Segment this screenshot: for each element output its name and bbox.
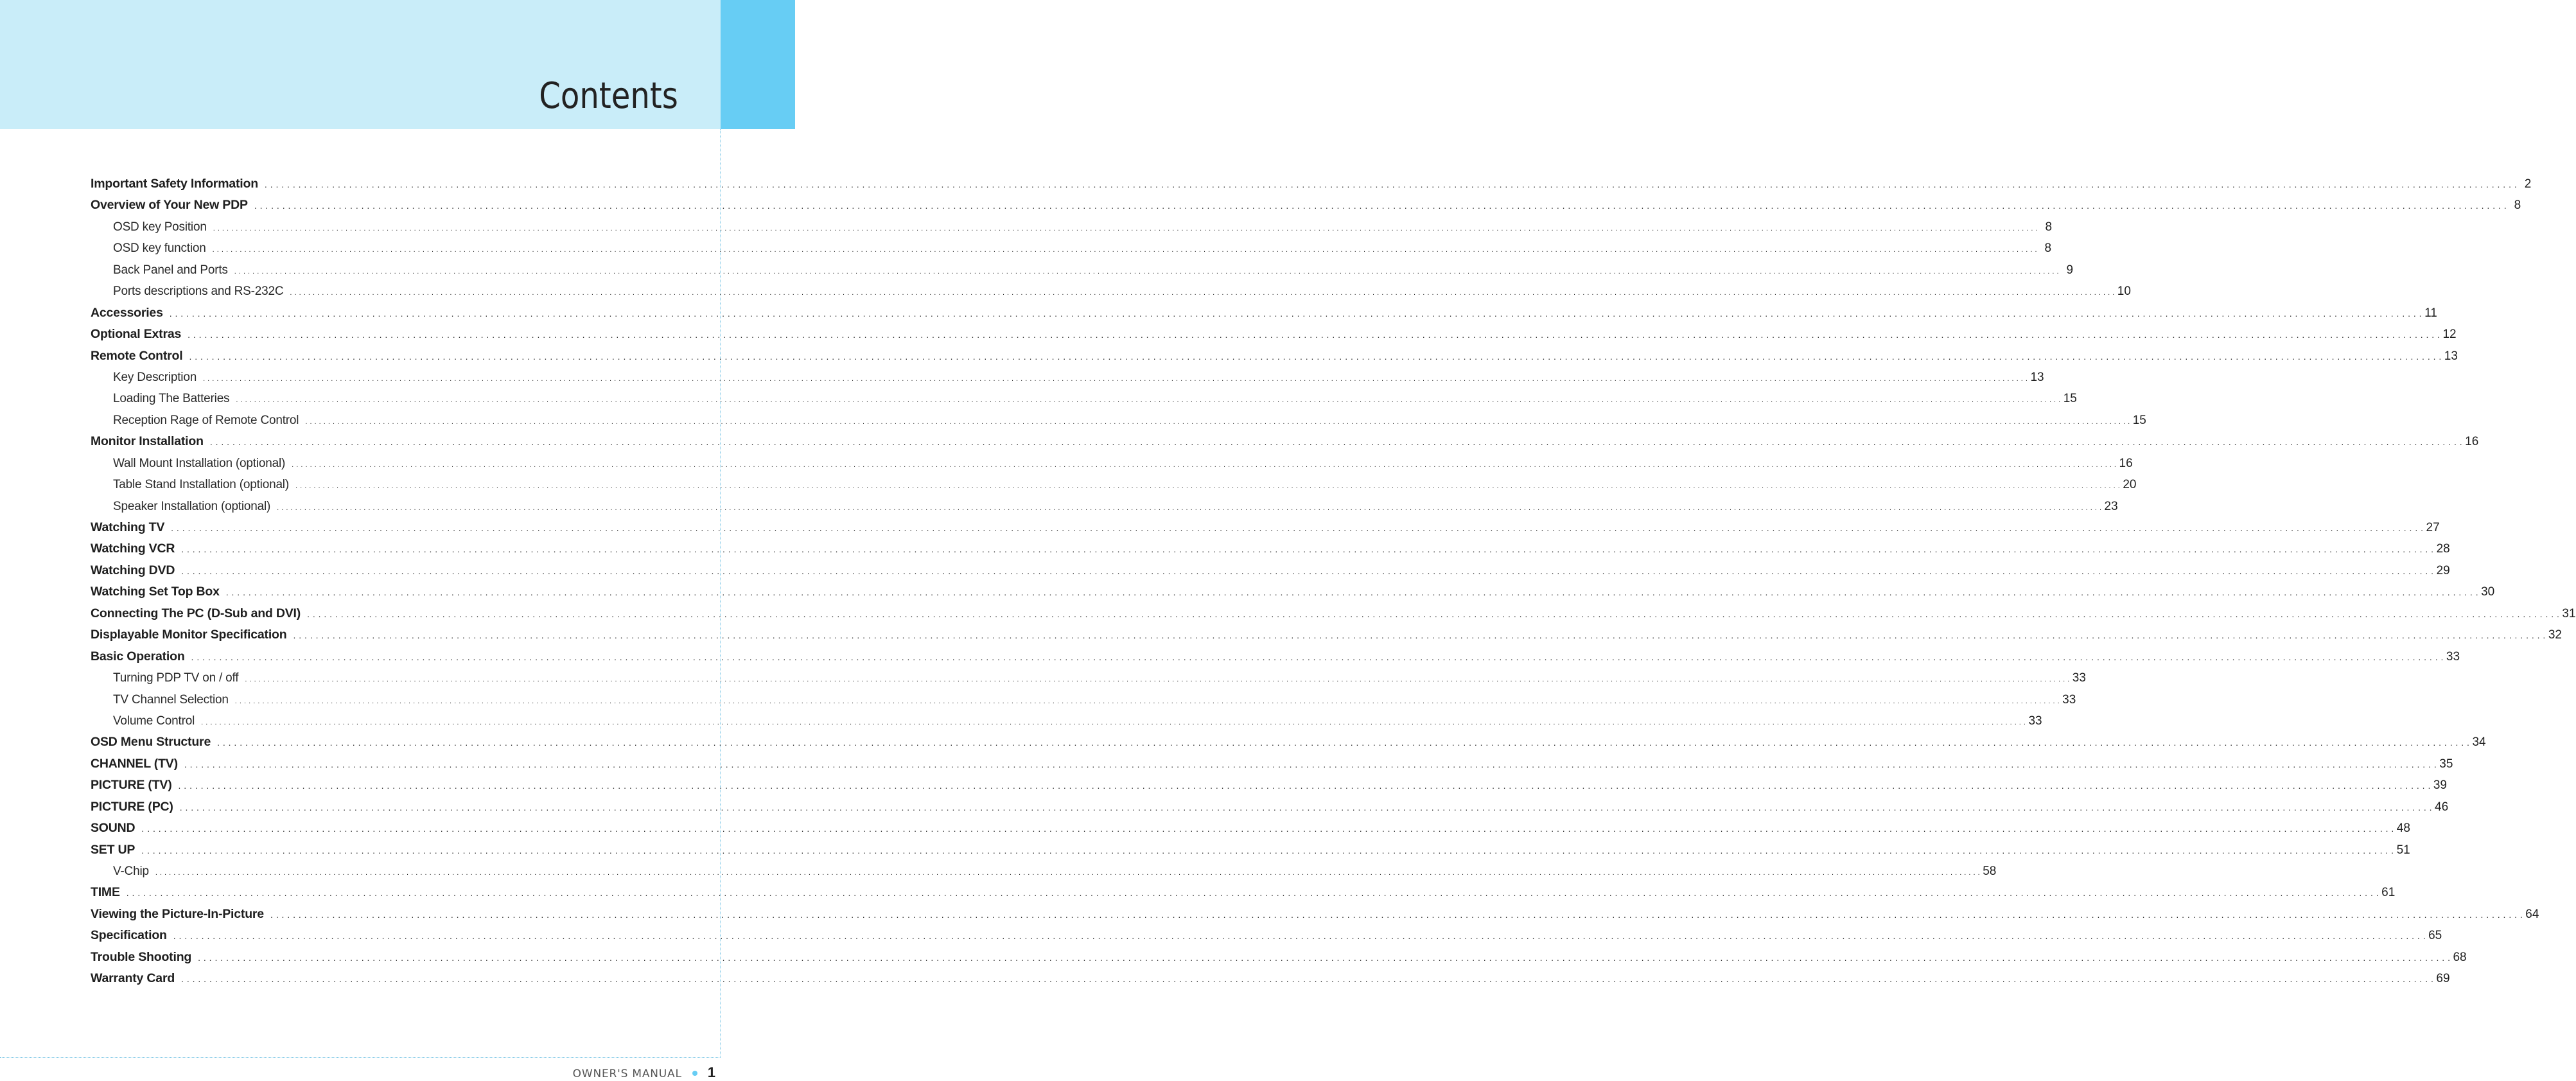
page-title: Contents	[539, 75, 678, 117]
toc-subentry[interactable]	[91, 710, 2042, 732]
toc-entry-label: OSD Menu Structure	[91, 735, 211, 750]
dot-leader: . . . . . . . . . . . . . . . . . . . . . . . . . . . . . . . . . . . . . . . . . . . . . . . . . . . . . . . . . . . . . . . . . . . . . . . . . . . . . . . . . . . . . . . . . . . . . . . . . . . . . . . . . . . . . . . . . . . . . . . . . . . . . . . . . . . . . . . . . . . . . . . . . . . . . . . . . . . . . . . . . . . . . . . . . . . . . . . . . . . . . . . . . . . . . . . . . . . . . . . . . . . . . . . . . . . . . . . . . . . . . . . . . . . . . . . . . . . . . . . . . . . . . . . . . . . . . . . . . . . . . . . . . . . . . . . . . . . . . . . . . . . . . . . . . . . . . . . . . . . . . . . . . . . . . . . . . . . . . . . . . . . . . . . . . . . . . . . . . . . . . . . . . . . . . . . . . . . . . . . . . . . . . . . . . . . . . . . . . . . . . . . . . . . . . . . . . . . . . . . .	[189, 351, 2442, 362]
toc-entry-label: TV Channel Selection	[113, 692, 229, 707]
toc-entry-label: CHANNEL (TV)	[91, 756, 178, 771]
toc-entry-label: Connecting The PC (D-Sub and DVI)	[91, 606, 301, 620]
toc-subentry[interactable]	[91, 453, 2133, 474]
dot-leader: . . . . . . . . . . . . . . . . . . . . . . . . . . . . . . . . . . . . . . . . . . . . . . . . . . . . . . . . . . . . . . . . . . . . . . . . . . . . . . . . . . . . . . . . . . . . . . . . . . . . . . . . . . . . . . . . . . . . . . . . . . . . . . . . . . . . . . . . . . . . . . . . . . . . . . . . . . . . . . . . . . . . . . . . . . . . . . . . . . . . . . . . . . . . . . . . . . . . . . . . . . . . . . . . . . . . . . . . . . . . . . . . . . . . . . . . . . . . . . . . . . . . . . . . . . . . . . . . . . . . . . . . . . . . . . . . . . . . . . . . . . . . . . . . . . . . . . . . . . . . . . . . . . . . . . . . . . . . . . . . . . . . . . . . . . . . . . . . . . . . . . . . . . . . . . . . . . . . . . . . . . . . . . . . . . . . . . . . . . . . . . . . . . . . . . . . . . . . . . . .	[213, 224, 2038, 233]
toc-entry-page: 51	[2396, 843, 2410, 857]
toc-entry[interactable]	[91, 839, 2410, 861]
toc-entry-page: 29	[2436, 563, 2450, 577]
dot-leader: . . . . . . . . . . . . . . . . . . . . . . . . . . . . . . . . . . . . . . . . . . . . . . . . . . . . . . . . . . . . . . . . . . . . . . . . . . . . . . . . . . . . . . . . . . . . . . . . . . . . . . . . . . . . . . . . . . . . . . . . . . . . . . . . . . . . . . . . . . . . . . . . . . . . . . . . . . . . . . . . . . . . . . . . . . . . . . . . . . . . . . . . . . . . . . . . . . . . . . . . . . . . . . . . . . . . . . . . . . . . . . . . . . . . . . . . . . . . . . . . . . . . . . . . . . . . . . . . . . . . . . . . . . . . . . . . . . . . . . . . . . . . . . . . . . . . . . . . . . . . . . . . . . . . . . . . . . . . . . . . . . . . . . . . . . . . . . . . . . . . . . . . . . . . . . . . . . . . . . . . . . . . . . . . . . . . . . . . . . . . . . . . . . . . . . . . . . . . . . . .	[181, 565, 2434, 576]
dot-leader: . . . . . . . . . . . . . . . . . . . . . . . . . . . . . . . . . . . . . . . . . . . . . . . . . . . . . . . . . . . . . . . . . . . . . . . . . . . . . . . . . . . . . . . . . . . . . . . . . . . . . . . . . . . . . . . . . . . . . . . . . . . . . . . . . . . . . . . . . . . . . . . . . . . . . . . . . . . . . . . . . . . . . . . . . . . . . . . . . . . . . . . . . . . . . . . . . . . . . . . . . . . . . . . . . . . . . . . . . . . . . . . . . . . . . . . . . . . . . . . . . . . . . . . . . . . . . . . . . . . . . . . . . . . . . . . . . . . . . . . . . . . . . . . . . . . . . . . . . . . . . . . . . . . . . . . . . . . . . . . . . . . . . . . . . . . . . . . . . . . . . . . . . . . . . . . . . . . . . . . . . . . . . . . . . . . . . . . . . . . . . . . . . . . . . . . . . . . . . . . .	[307, 608, 2560, 619]
toc-entry-page: 28	[2436, 542, 2450, 556]
toc-entry-page: 68	[2453, 950, 2467, 964]
toc-entry-label: SET UP	[91, 842, 136, 857]
toc-entry-page: 64	[2525, 907, 2539, 921]
dot-leader: . . . . . . . . . . . . . . . . . . . . . . . . . . . . . . . . . . . . . . . . . . . . . . . . . . . . . . . . . . . . . . . . . . . . . . . . . . . . . . . . . . . . . . . . . . . . . . . . . . . . . . . . . . . . . . . . . . . . . . . . . . . . . . . . . . . . . . . . . . . . . . . . . . . . . . . . . . . . . . . . . . . . . . . . . . . . . . . . . . . . . . . . . . . . . . . . . . . . . . . . . . . . . . . . . . . . . . . . . . . . . . . . . . . . . . . . . . . . . . . . . . . . . . . . . . . . . . . . . . . . . . . . . . . . . . . . . . . . . . . . . . . . . . . . . . . . . . . . . . . . . . . . . . . . . . . . . . . . . . . . . . . . . . . . . . . . . . . . . . . . . . . . . . . . . . . . . . . . . . . . . . . . . . . . . . . . . . . . . . . . . . . . . . . . . . . . . . . . . . . .	[155, 869, 1981, 877]
toc-entry-page: 69	[2436, 972, 2450, 986]
toc-entry[interactable]	[91, 925, 2442, 946]
dot-leader: . . . . . . . . . . . . . . . . . . . . . . . . . . . . . . . . . . . . . . . . . . . . . . . . . . . . . . . . . . . . . . . . . . . . . . . . . . . . . . . . . . . . . . . . . . . . . . . . . . . . . . . . . . . . . . . . . . . . . . . . . . . . . . . . . . . . . . . . . . . . . . . . . . . . . . . . . . . . . . . . . . . . . . . . . . . . . . . . . . . . . . . . . . . . . . . . . . . . . . . . . . . . . . . . . . . . . . . . . . . . . . . . . . . . . . . . . . . . . . . . . . . . . . . . . . . . . . . . . . . . . . . . . . . . . . . . . . . . . . . . . . . . . . . . . . . . . . . . . . . . . . . . . . . . . . . . . . . . . . . . . . . . . . . . . . . . . . . . . . . . . . . . . . . . . . . . . . . . . . . . . . . . . . . . . . . . . . . . . . . . . . . . . . . . . . . . . . . . . . . .	[188, 330, 2440, 340]
dot-leader: . . . . . . . . . . . . . . . . . . . . . . . . . . . . . . . . . . . . . . . . . . . . . . . . . . . . . . . . . . . . . . . . . . . . . . . . . . . . . . . . . . . . . . . . . . . . . . . . . . . . . . . . . . . . . . . . . . . . . . . . . . . . . . . . . . . . . . . . . . . . . . . . . . . . . . . . . . . . . . . . . . . . . . . . . . . . . . . . . . . . . . . . . . . . . . . . . . . . . . . . . . . . . . . . . . . . . . . . . . . . . . . . . . . . . . . . . . . . . . . . . . . . . . . . . . . . . . . . . . . . . . . . . . . . . . . . . . . . . . . . . . . . . . . . . . . . . . . . . . . . . . . . . . . . . . . . . . . . . . . . . . . . . . . . . . . . . . . . . . . . . . . . . . . . . . . . . . . . . . . . . . . . . . . . . . . . . . . . . . . . . . . . . . . . . . . . . . . . . . . .	[292, 461, 2117, 469]
toc-entry-page: 8	[2045, 220, 2053, 234]
toc-entry[interactable]	[91, 753, 2453, 775]
dot-leader: . . . . . . . . . . . . . . . . . . . . . . . . . . . . . . . . . . . . . . . . . . . . . . . . . . . . . . . . . . . . . . . . . . . . . . . . . . . . . . . . . . . . . . . . . . . . . . . . . . . . . . . . . . . . . . . . . . . . . . . . . . . . . . . . . . . . . . . . . . . . . . . . . . . . . . . . . . . . . . . . . . . . . . . . . . . . . . . . . . . . . . . . . . . . . . . . . . . . . . . . . . . . . . . . . . . . . . . . . . . . . . . . . . . . . . . . . . . . . . . . . . . . . . . . . . . . . . . . . . . . . . . . . . . . . . . . . . . . . . . . . . . . . . . . . . . . . . . . . . . . . . . . . . . . . . . . . . . . . . . . . . . . . . . . . . . . . . . . . . . . . . . . . . . . . . . . . . . . . . . . . . . . . . . . . . . . . . . . . . . . . . . . . . . . . . . . . . . . . . . .	[181, 544, 2434, 555]
footer-label: OWNER'S MANUAL	[572, 1068, 682, 1080]
dot-leader: . . . . . . . . . . . . . . . . . . . . . . . . . . . . . . . . . . . . . . . . . . . . . . . . . . . . . . . . . . . . . . . . . . . . . . . . . . . . . . . . . . . . . . . . . . . . . . . . . . . . . . . . . . . . . . . . . . . . . . . . . . . . . . . . . . . . . . . . . . . . . . . . . . . . . . . . . . . . . . . . . . . . . . . . . . . . . . . . . . . . . . . . . . . . . . . . . . . . . . . . . . . . . . . . . . . . . . . . . . . . . . . . . . . . . . . . . . . . . . . . . . . . . . . . . . . . . . . . . . . . . . . . . . . . . . . . . . . . . . . . . . . . . . . . . . . . . . . . . . . . . . . . . . . . . . . . . . . . . . . . . . . . . . . . . . . . . . . . . . . . . . . . . . . . . . . . . . . . . . . . . . . . . . . . . . . . . . . . . . . . . . . . . . . . . . . . . . . . . . . .	[234, 697, 2060, 705]
toc-entry[interactable]	[91, 882, 2396, 903]
toc-entry-page: 30	[2481, 585, 2495, 599]
dot-leader: . . . . . . . . . . . . . . . . . . . . . . . . . . . . . . . . . . . . . . . . . . . . . . . . . . . . . . . . . . . . . . . . . . . . . . . . . . . . . . . . . . . . . . . . . . . . . . . . . . . . . . . . . . . . . . . . . . . . . . . . . . . . . . . . . . . . . . . . . . . . . . . . . . . . . . . . . . . . . . . . . . . . . . . . . . . . . . . . . . . . . . . . . . . . . . . . . . . . . . . . . . . . . . . . . . . . . . . . . . . . . . . . . . . . . . . . . . . . . . . . . . . . . . . . . . . . . . . . . . . . . . . . . . . . . . . . . . . . . . . . . . . . . . . . . . . . . . . . . . . . . . . . . . . . . . . . . . . . . . . . . . . . . . . . . . . . . . . . . . . . . . . . . . . . . . . . . . . . . . . . . . . . . . . . . . . . . . . . . . . . . . . . . . . . . . . . . . . . . . . .	[270, 909, 2523, 920]
toc-entry-page: 32	[2548, 628, 2562, 642]
dot-leader: . . . . . . . . . . . . . . . . . . . . . . . . . . . . . . . . . . . . . . . . . . . . . . . . . . . . . . . . . . . . . . . . . . . . . . . . . . . . . . . . . . . . . . . . . . . . . . . . . . . . . . . . . . . . . . . . . . . . . . . . . . . . . . . . . . . . . . . . . . . . . . . . . . . . . . . . . . . . . . . . . . . . . . . . . . . . . . . . . . . . . . . . . . . . . . . . . . . . . . . . . . . . . . . . . . . . . . . . . . . . . . . . . . . . . . . . . . . . . . . . . . . . . . . . . . . . . . . . . . . . . . . . . . . . . . . . . . . . . . . . . . . . . . . . . . . . . . . . . . . . . . . . . . . . . . . . . . . . . . . . . . . . . . . . . . . . . . . . . . . . . . . . . . . . . . . . . . . . . . . . . . . . . . . . . . . . . . . . . . . . . . . . . . . . . . . . . . . . . . . .	[173, 931, 2426, 942]
footer-dot-icon	[692, 1071, 697, 1076]
toc-entry[interactable]	[91, 968, 2450, 989]
toc-entry-label: Watching Set Top Box	[91, 584, 220, 599]
toc-entry[interactable]	[91, 732, 2486, 753]
dot-leader: . . . . . . . . . . . . . . . . . . . . . . . . . . . . . . . . . . . . . . . . . . . . . . . . . . . . . . . . . . . . . . . . . . . . . . . . . . . . . . . . . . . . . . . . . . . . . . . . . . . . . . . . . . . . . . . . . . . . . . . . . . . . . . . . . . . . . . . . . . . . . . . . . . . . . . . . . . . . . . . . . . . . . . . . . . . . . . . . . . . . . . . . . . . . . . . . . . . . . . . . . . . . . . . . . . . . . . . . . . . . . . . . . . . . . . . . . . . . . . . . . . . . . . . . . . . . . . . . . . . . . . . . . . . . . . . . . . . . . . . . . . . . . . . . . . . . . . . . . . . . . . . . . . . . . . . . . . . . . . . . . . . . . . . . . . . . . . . . . . . . . . . . . . . . . . . . . . . . . . . . . . . . . . . . . . . . . . . . . . . . . . . . . . . . . . . . . . . . . . . .	[178, 780, 2431, 791]
toc-entry[interactable]	[91, 904, 2539, 925]
toc-entry-label: Turning PDP TV on / off	[113, 671, 239, 685]
toc-entry-page: 33	[2028, 714, 2042, 728]
toc-entry-page: 20	[2123, 478, 2137, 492]
toc-entry-label: Key Description	[113, 370, 197, 384]
dot-leader: . . . . . . . . . . . . . . . . . . . . . . . . . . . . . . . . . . . . . . . . . . . . . . . . . . . . . . . . . . . . . . . . . . . . . . . . . . . . . . . . . . . . . . . . . . . . . . . . . . . . . . . . . . . . . . . . . . . . . . . . . . . . . . . . . . . . . . . . . . . . . . . . . . . . . . . . . . . . . . . . . . . . . . . . . . . . . . . . . . . . . . . . . . . . . . . . . . . . . . . . . . . . . . . . . . . . . . . . . . . . . . . . . . . . . . . . . . . . . . . . . . . . . . . . . . . . . . . . . . . . . . . . . . . . . . . . . . . . . . . . . . . . . . . . . . . . . . . . . . . . . . . . . . . . . . . . . . . . . . . . . . . . . . . . . . . . . . . . . . . . . . . . . . . . . . . . . . . . . . . . . . . . . . . . . . . . . . . . . . . . . . . . . . . . . . . . . . . . . . . .	[209, 437, 2463, 448]
toc-subentry[interactable]	[91, 689, 2076, 710]
toc-entry-page: 27	[2426, 521, 2440, 534]
toc-entry-page: 15	[2132, 413, 2146, 427]
toc-entry-page: 58	[1983, 865, 1997, 878]
toc-entry[interactable]	[91, 581, 2495, 602]
toc-entry-label: Warranty Card	[91, 971, 175, 986]
toc-entry[interactable]	[91, 624, 2562, 646]
dot-leader: . . . . . . . . . . . . . . . . . . . . . . . . . . . . . . . . . . . . . . . . . . . . . . . . . . . . . . . . . . . . . . . . . . . . . . . . . . . . . . . . . . . . . . . . . . . . . . . . . . . . . . . . . . . . . . . . . . . . . . . . . . . . . . . . . . . . . . . . . . . . . . . . . . . . . . . . . . . . . . . . . . . . . . . . . . . . . . . . . . . . . . . . . . . . . . . . . . . . . . . . . . . . . . . . . . . . . . . . . . . . . . . . . . . . . . . . . . . . . . . . . . . . . . . . . . . . . . . . . . . . . . . . . . . . . . . . . . . . . . . . . . . . . . . . . . . . . . . . . . . . . . . . . . . . . . . . . . . . . . . . . . . . . . . . . . . . . . . . . . . . . . . . . . . . . . . . . . . . . . . . . . . . . . . . . . . . . . . . . . . . . . . . . . . . . . . . . . . . . . . .	[169, 308, 2423, 319]
dot-leader: . . . . . . . . . . . . . . . . . . . . . . . . . . . . . . . . . . . . . . . . . . . . . . . . . . . . . . . . . . . . . . . . . . . . . . . . . . . . . . . . . . . . . . . . . . . . . . . . . . . . . . . . . . . . . . . . . . . . . . . . . . . . . . . . . . . . . . . . . . . . . . . . . . . . . . . . . . . . . . . . . . . . . . . . . . . . . . . . . . . . . . . . . . . . . . . . . . . . . . . . . . . . . . . . . . . . . . . . . . . . . . . . . . . . . . . . . . . . . . . . . . . . . . . . . . . . . . . . . . . . . . . . . . . . . . . . . . . . . . . . . . . . . . . . . . . . . . . . . . . . . . . . . . . . . . . . . . . . . . . . . . . . . . . . . . . . . . . . . . . . . . . . . . . . . . . . . . . . . . . . . . . . . . . . . . . . . . . . . . . . . . . . . . . . . . . . . . . . . . . .	[254, 200, 2507, 211]
toc-entry-label: Accessories	[91, 305, 163, 320]
toc-entry-label: Viewing the Picture-In-Picture	[91, 906, 264, 921]
dot-leader: . . . . . . . . . . . . . . . . . . . . . . . . . . . . . . . . . . . . . . . . . . . . . . . . . . . . . . . . . . . . . . . . . . . . . . . . . . . . . . . . . . . . . . . . . . . . . . . . . . . . . . . . . . . . . . . . . . . . . . . . . . . . . . . . . . . . . . . . . . . . . . . . . . . . . . . . . . . . . . . . . . . . . . . . . . . . . . . . . . . . . . . . . . . . . . . . . . . . . . . . . . . . . . . . . . . . . . . . . . . . . . . . . . . . . . . . . . . . . . . . . . . . . . . . . . . . . . . . . . . . . . . . . . . . . . . . . . . . . . . . . . . . . . . . . . . . . . . . . . . . . . . . . . . . . . . . . . . . . . . . . . . . . . . . . . . . . . . . . . . . . . . . . . . . . . . . . . . . . . . . . . . . . . . . . . . . . . . . . . . . . . . . . . . . . . . . . . . . . . . .	[141, 845, 2394, 856]
dot-leader: . . . . . . . . . . . . . . . . . . . . . . . . . . . . . . . . . . . . . . . . . . . . . . . . . . . . . . . . . . . . . . . . . . . . . . . . . . . . . . . . . . . . . . . . . . . . . . . . . . . . . . . . . . . . . . . . . . . . . . . . . . . . . . . . . . . . . . . . . . . . . . . . . . . . . . . . . . . . . . . . . . . . . . . . . . . . . . . . . . . . . . . . . . . . . . . . . . . . . . . . . . . . . . . . . . . . . . . . . . . . . . . . . . . . . . . . . . . . . . . . . . . . . . . . . . . . . . . . . . . . . . . . . . . . . . . . . . . . . . . . . . . . . . . . . . . . . . . . . . . . . . . . . . . . . . . . . . . . . . . . . . . . . . . . . . . . . . . . . . . . . . . . . . . . . . . . . . . . . . . . . . . . . . . . . . . . . . . . . . . . . . . . . . . . . . . . . . . . . . . .	[191, 651, 2444, 662]
toc-entry-label: Optional Extras	[91, 327, 182, 342]
dot-leader: . . . . . . . . . . . . . . . . . . . . . . . . . . . . . . . . . . . . . . . . . . . . . . . . . . . . . . . . . . . . . . . . . . . . . . . . . . . . . . . . . . . . . . . . . . . . . . . . . . . . . . . . . . . . . . . . . . . . . . . . . . . . . . . . . . . . . . . . . . . . . . . . . . . . . . . . . . . . . . . . . . . . . . . . . . . . . . . . . . . . . . . . . . . . . . . . . . . . . . . . . . . . . . . . . . . . . . . . . . . . . . . . . . . . . . . . . . . . . . . . . . . . . . . . . . . . . . . . . . . . . . . . . . . . . . . . . . . . . . . . . . . . . . . . . . . . . . . . . . . . . . . . . . . . . . . . . . . . . . . . . . . . . . . . . . . . . . . . . . . . . . . . . . . . . . . . . . . . . . . . . . . . . . . . . . . . . . . . . . . . . . . . . . . . . . . . . . . . . . . .	[203, 374, 2028, 383]
dot-leader: . . . . . . . . . . . . . . . . . . . . . . . . . . . . . . . . . . . . . . . . . . . . . . . . . . . . . . . . . . . . . . . . . . . . . . . . . . . . . . . . . . . . . . . . . . . . . . . . . . . . . . . . . . . . . . . . . . . . . . . . . . . . . . . . . . . . . . . . . . . . . . . . . . . . . . . . . . . . . . . . . . . . . . . . . . . . . . . . . . . . . . . . . . . . . . . . . . . . . . . . . . . . . . . . . . . . . . . . . . . . . . . . . . . . . . . . . . . . . . . . . . . . . . . . . . . . . . . . . . . . . . . . . . . . . . . . . . . . . . . . . . . . . . . . . . . . . . . . . . . . . . . . . . . . . . . . . . . . . . . . . . . . . . . . . . . . . . . . . . . . . . . . . . . . . . . . . . . . . . . . . . . . . . . . . . . . . . . . . . . . . . . . . . . . . . . . . . . . . . . .	[290, 289, 2115, 297]
toc-entry-page: 48	[2396, 822, 2410, 836]
dot-leader: . . . . . . . . . . . . . . . . . . . . . . . . . . . . . . . . . . . . . . . . . . . . . . . . . . . . . . . . . . . . . . . . . . . . . . . . . . . . . . . . . . . . . . . . . . . . . . . . . . . . . . . . . . . . . . . . . . . . . . . . . . . . . . . . . . . . . . . . . . . . . . . . . . . . . . . . . . . . . . . . . . . . . . . . . . . . . . . . . . . . . . . . . . . . . . . . . . . . . . . . . . . . . . . . . . . . . . . . . . . . . . . . . . . . . . . . . . . . . . . . . . . . . . . . . . . . . . . . . . . . . . . . . . . . . . . . . . . . . . . . . . . . . . . . . . . . . . . . . . . . . . . . . . . . . . . . . . . . . . . . . . . . . . . . . . . . . . . . . . . . . . . . . . . . . . . . . . . . . . . . . . . . . . . . . . . . . . . . . . . . . . . . . . . . . . . . . . . . . . . .	[181, 974, 2434, 985]
toc-entry-page: 8	[2044, 242, 2052, 256]
header-accent-tab	[721, 0, 795, 129]
toc-entry-page: 13	[2030, 370, 2044, 384]
dot-leader: . . . . . . . . . . . . . . . . . . . . . . . . . . . . . . . . . . . . . . . . . . . . . . . . . . . . . . . . . . . . . . . . . . . . . . . . . . . . . . . . . . . . . . . . . . . . . . . . . . . . . . . . . . . . . . . . . . . . . . . . . . . . . . . . . . . . . . . . . . . . . . . . . . . . . . . . . . . . . . . . . . . . . . . . . . . . . . . . . . . . . . . . . . . . . . . . . . . . . . . . . . . . . . . . . . . . . . . . . . . . . . . . . . . . . . . . . . . . . . . . . . . . . . . . . . . . . . . . . . . . . . . . . . . . . . . . . . . . . . . . . . . . . . . . . . . . . . . . . . . . . . . . . . . . . . . . . . . . . . . . . . . . . . . . . . . . . . . . . . . . . . . . . . . . . . . . . . . . . . . . . . . . . . . . . . . . . . . . . . . . . . . . . . . . . . . . . . . . . . . .	[234, 267, 2060, 276]
toc-entry-label: Speaker Installation (optional)	[113, 499, 271, 513]
toc-entry-label: Trouble Shooting	[91, 949, 192, 964]
toc-entry[interactable]	[91, 796, 2449, 818]
toc-entry-label: Reception Rage of Remote Control	[113, 413, 299, 427]
toc-entry-page: 34	[2472, 735, 2486, 750]
toc-entry-label: Monitor Installation	[91, 434, 204, 449]
toc-entry-label: Basic Operation	[91, 649, 185, 664]
toc-entry-label: Remote Control	[91, 348, 183, 363]
toc-entry[interactable]	[91, 517, 2440, 538]
dot-leader: . . . . . . . . . . . . . . . . . . . . . . . . . . . . . . . . . . . . . . . . . . . . . . . . . . . . . . . . . . . . . . . . . . . . . . . . . . . . . . . . . . . . . . . . . . . . . . . . . . . . . . . . . . . . . . . . . . . . . . . . . . . . . . . . . . . . . . . . . . . . . . . . . . . . . . . . . . . . . . . . . . . . . . . . . . . . . . . . . . . . . . . . . . . . . . . . . . . . . . . . . . . . . . . . . . . . . . . . . . . . . . . . . . . . . . . . . . . . . . . . . . . . . . . . . . . . . . . . . . . . . . . . . . . . . . . . . . . . . . . . . . . . . . . . . . . . . . . . . . . . . . . . . . . . . . . . . . . . . . . . . . . . . . . . . . . . . . . . . . . . . . . . . . . . . . . . . . . . . . . . . . . . . . . . . . . . . . . . . . . . . . . . . . . . . . . . . . . . . . . .	[264, 179, 2518, 189]
toc-subentry[interactable]	[91, 474, 2137, 495]
dot-leader: . . . . . . . . . . . . . . . . . . . . . . . . . . . . . . . . . . . . . . . . . . . . . . . . . . . . . . . . . . . . . . . . . . . . . . . . . . . . . . . . . . . . . . . . . . . . . . . . . . . . . . . . . . . . . . . . . . . . . . . . . . . . . . . . . . . . . . . . . . . . . . . . . . . . . . . . . . . . . . . . . . . . . . . . . . . . . . . . . . . . . . . . . . . . . . . . . . . . . . . . . . . . . . . . . . . . . . . . . . . . . . . . . . . . . . . . . . . . . . . . . . . . . . . . . . . . . . . . . . . . . . . . . . . . . . . . . . . . . . . . . . . . . . . . . . . . . . . . . . . . . . . . . . . . . . . . . . . . . . . . . . . . . . . . . . . . . . . . . . . . . . . . . . . . . . . . . . . . . . . . . . . . . . . . . . . . . . . . . . . . . . . . . . . . . . . . . . . . . . . .	[171, 523, 2424, 533]
toc-entry[interactable]	[91, 173, 2532, 195]
toc-entry-label: Displayable Monitor Specification	[91, 628, 287, 642]
toc-entry-page: 2	[2524, 177, 2532, 191]
toc-entry-page: 8	[2514, 198, 2521, 213]
dot-leader: . . . . . . . . . . . . . . . . . . . . . . . . . . . . . . . . . . . . . . . . . . . . . . . . . . . . . . . . . . . . . . . . . . . . . . . . . . . . . . . . . . . . . . . . . . . . . . . . . . . . . . . . . . . . . . . . . . . . . . . . . . . . . . . . . . . . . . . . . . . . . . . . . . . . . . . . . . . . . . . . . . . . . . . . . . . . . . . . . . . . . . . . . . . . . . . . . . . . . . . . . . . . . . . . . . . . . . . . . . . . . . . . . . . . . . . . . . . . . . . . . . . . . . . . . . . . . . . . . . . . . . . . . . . . . . . . . . . . . . . . . . . . . . . . . . . . . . . . . . . . . . . . . . . . . . . . . . . . . . . . . . . . . . . . . . . . . . . . . . . . . . . . . . . . . . . . . . . . . . . . . . . . . . . . . . . . . . . . . . . . . . . . . . . . . . . . . . . . . . . .	[126, 888, 2379, 899]
toc-entry-page: 65	[2428, 929, 2442, 943]
toc-entry[interactable]	[91, 646, 2460, 667]
horizontal-divider	[0, 1057, 721, 1058]
toc-entry-page: 10	[2117, 285, 2131, 299]
toc-entry-page: 61	[2381, 886, 2396, 900]
dot-leader: . . . . . . . . . . . . . . . . . . . . . . . . . . . . . . . . . . . . . . . . . . . . . . . . . . . . . . . . . . . . . . . . . . . . . . . . . . . . . . . . . . . . . . . . . . . . . . . . . . . . . . . . . . . . . . . . . . . . . . . . . . . . . . . . . . . . . . . . . . . . . . . . . . . . . . . . . . . . . . . . . . . . . . . . . . . . . . . . . . . . . . . . . . . . . . . . . . . . . . . . . . . . . . . . . . . . . . . . . . . . . . . . . . . . . . . . . . . . . . . . . . . . . . . . . . . . . . . . . . . . . . . . . . . . . . . . . . . . . . . . . . . . . . . . . . . . . . . . . . . . . . . . . . . . . . . . . . . . . . . . . . . . . . . . . . . . . . . . . . . . . . . . . . . . . . . . . . . . . . . . . . . . . . . . . . . . . . . . . . . . . . . . . . . . . . . . . . . . . . . .	[245, 676, 2070, 684]
toc-subentry[interactable]	[91, 367, 2044, 388]
toc-entry-label: V-Chip	[113, 865, 149, 878]
toc-entry-label: Watching DVD	[91, 563, 175, 577]
toc-entry-label: Overview of Your New PDP	[91, 198, 248, 213]
toc-entry[interactable]	[91, 538, 2450, 559]
toc-entry[interactable]	[91, 431, 2479, 452]
toc-subentry[interactable]	[91, 281, 2131, 302]
dot-leader: . . . . . . . . . . . . . . . . . . . . . . . . . . . . . . . . . . . . . . . . . . . . . . . . . . . . . . . . . . . . . . . . . . . . . . . . . . . . . . . . . . . . . . . . . . . . . . . . . . . . . . . . . . . . . . . . . . . . . . . . . . . . . . . . . . . . . . . . . . . . . . . . . . . . . . . . . . . . . . . . . . . . . . . . . . . . . . . . . . . . . . . . . . . . . . . . . . . . . . . . . . . . . . . . . . . . . . . . . . . . . . . . . . . . . . . . . . . . . . . . . . . . . . . . . . . . . . . . . . . . . . . . . . . . . . . . . . . . . . . . . . . . . . . . . . . . . . . . . . . . . . . . . . . . . . . . . . . . . . . . . . . . . . . . . . . . . . . . . . . . . . . . . . . . . . . . . . . . . . . . . . . . . . . . . . . . . . . . . . . . . . . . . . . . . . . . . . . . . . . .	[305, 417, 2130, 426]
toc-entry-page: 16	[2119, 456, 2133, 470]
toc-entry-page: 46	[2435, 800, 2449, 814]
toc-subentry[interactable]	[91, 861, 1997, 882]
toc-entry-label: Ports descriptions and RS-232C	[113, 285, 284, 299]
toc-entry-label: OSD key Position	[113, 220, 207, 234]
toc-entry-label: Important Safety Information	[91, 177, 258, 191]
toc-entry-label: Volume Control	[113, 714, 195, 728]
toc-entry-label: Watching VCR	[91, 541, 175, 556]
toc-entry-label: Specification	[91, 928, 167, 943]
toc-entry-label: OSD key function	[113, 242, 206, 256]
dot-leader: . . . . . . . . . . . . . . . . . . . . . . . . . . . . . . . . . . . . . . . . . . . . . . . . . . . . . . . . . . . . . . . . . . . . . . . . . . . . . . . . . . . . . . . . . . . . . . . . . . . . . . . . . . . . . . . . . . . . . . . . . . . . . . . . . . . . . . . . . . . . . . . . . . . . . . . . . . . . . . . . . . . . . . . . . . . . . . . . . . . . . . . . . . . . . . . . . . . . . . . . . . . . . . . . . . . . . . . . . . . . . . . . . . . . . . . . . . . . . . . . . . . . . . . . . . . . . . . . . . . . . . . . . . . . . . . . . . . . . . . . . . . . . . . . . . . . . . . . . . . . . . . . . . . . . . . . . . . . . . . . . . . . . . . . . . . . . . . . . . . . . . . . . . . . . . . . . . . . . . . . . . . . . . . . . . . . . . . . . . . . . . . . . . . . . . . . . . . . . . . .	[277, 504, 2102, 512]
dot-leader: . . . . . . . . . . . . . . . . . . . . . . . . . . . . . . . . . . . . . . . . . . . . . . . . . . . . . . . . . . . . . . . . . . . . . . . . . . . . . . . . . . . . . . . . . . . . . . . . . . . . . . . . . . . . . . . . . . . . . . . . . . . . . . . . . . . . . . . . . . . . . . . . . . . . . . . . . . . . . . . . . . . . . . . . . . . . . . . . . . . . . . . . . . . . . . . . . . . . . . . . . . . . . . . . . . . . . . . . . . . . . . . . . . . . . . . . . . . . . . . . . . . . . . . . . . . . . . . . . . . . . . . . . . . . . . . . . . . . . . . . . . . . . . . . . . . . . . . . . . . . . . . . . . . . . . . . . . . . . . . . . . . . . . . . . . . . . . . . . . . . . . . . . . . . . . . . . . . . . . . . . . . . . . . . . . . . . . . . . . . . . . . . . . . . . . . . . . . . . . . .	[184, 759, 2437, 769]
toc-entry-page: 33	[2062, 692, 2076, 707]
toc-subentry[interactable]	[91, 216, 2053, 238]
toc-subentry[interactable]	[91, 410, 2146, 431]
toc-entry-page: 33	[2446, 649, 2460, 664]
toc-subentry[interactable]	[91, 388, 2077, 409]
toc-entry[interactable]	[91, 346, 2458, 367]
toc-entry-label: Loading The Batteries	[113, 392, 230, 406]
toc-entry[interactable]	[91, 324, 2457, 345]
toc-subentry[interactable]	[91, 667, 2086, 689]
toc-entry[interactable]	[91, 195, 2521, 216]
dot-leader: . . . . . . . . . . . . . . . . . . . . . . . . . . . . . . . . . . . . . . . . . . . . . . . . . . . . . . . . . . . . . . . . . . . . . . . . . . . . . . . . . . . . . . . . . . . . . . . . . . . . . . . . . . . . . . . . . . . . . . . . . . . . . . . . . . . . . . . . . . . . . . . . . . . . . . . . . . . . . . . . . . . . . . . . . . . . . . . . . . . . . . . . . . . . . . . . . . . . . . . . . . . . . . . . . . . . . . . . . . . . . . . . . . . . . . . . . . . . . . . . . . . . . . . . . . . . . . . . . . . . . . . . . . . . . . . . . . . . . . . . . . . . . . . . . . . . . . . . . . . . . . . . . . . . . . . . . . . . . . . . . . . . . . . . . . . . . . . . . . . . . . . . . . . . . . . . . . . . . . . . . . . . . . . . . . . . . . . . . . . . . . . . . . . . . . . . . . . . . . . .	[225, 587, 2479, 598]
toc-entry-page: 9	[2066, 263, 2074, 277]
toc-entry[interactable]	[91, 603, 2576, 624]
toc-entry-page: 35	[2439, 757, 2453, 771]
toc-entry-label: Wall Mount Installation (optional)	[113, 456, 286, 470]
toc-entry-label: Table Stand Installation (optional)	[113, 478, 289, 492]
toc-entry-page: 11	[2424, 306, 2437, 320]
toc-entry-label: PICTURE (PC)	[91, 799, 173, 814]
dot-leader: . . . . . . . . . . . . . . . . . . . . . . . . . . . . . . . . . . . . . . . . . . . . . . . . . . . . . . . . . . . . . . . . . . . . . . . . . . . . . . . . . . . . . . . . . . . . . . . . . . . . . . . . . . . . . . . . . . . . . . . . . . . . . . . . . . . . . . . . . . . . . . . . . . . . . . . . . . . . . . . . . . . . . . . . . . . . . . . . . . . . . . . . . . . . . . . . . . . . . . . . . . . . . . . . . . . . . . . . . . . . . . . . . . . . . . . . . . . . . . . . . . . . . . . . . . . . . . . . . . . . . . . . . . . . . . . . . . . . . . . . . . . . . . . . . . . . . . . . . . . . . . . . . . . . . . . . . . . . . . . . . . . . . . . . . . . . . . . . . . . . . . . . . . . . . . . . . . . . . . . . . . . . . . . . . . . . . . . . . . . . . . . . . . . . . . . . . . . . . . . .	[293, 630, 2546, 641]
toc-subentry[interactable]	[91, 238, 2052, 259]
toc-entry-page: 16	[2465, 435, 2479, 449]
toc-subentry[interactable]	[91, 496, 2118, 517]
toc-entry-page: 23	[2104, 499, 2118, 513]
toc-entry[interactable]	[91, 947, 2467, 968]
toc-entry-page: 15	[2063, 392, 2077, 406]
toc-entry[interactable]	[91, 560, 2450, 581]
toc-entry[interactable]	[91, 818, 2410, 839]
dot-leader: . . . . . . . . . . . . . . . . . . . . . . . . . . . . . . . . . . . . . . . . . . . . . . . . . . . . . . . . . . . . . . . . . . . . . . . . . . . . . . . . . . . . . . . . . . . . . . . . . . . . . . . . . . . . . . . . . . . . . . . . . . . . . . . . . . . . . . . . . . . . . . . . . . . . . . . . . . . . . . . . . . . . . . . . . . . . . . . . . . . . . . . . . . . . . . . . . . . . . . . . . . . . . . . . . . . . . . . . . . . . . . . . . . . . . . . . . . . . . . . . . . . . . . . . . . . . . . . . . . . . . . . . . . . . . . . . . . . . . . . . . . . . . . . . . . . . . . . . . . . . . . . . . . . . . . . . . . . . . . . . . . . . . . . . . . . . . . . . . . . . . . . . . . . . . . . . . . . . . . . . . . . . . . . . . . . . . . . . . . . . . . . . . . . . . . . . . . . . . . . .	[179, 802, 2433, 813]
toc-entry[interactable]	[91, 775, 2447, 796]
table-of-contents	[91, 173, 2576, 990]
toc-entry-label: SOUND	[91, 821, 136, 836]
dot-leader: . . . . . . . . . . . . . . . . . . . . . . . . . . . . . . . . . . . . . . . . . . . . . . . . . . . . . . . . . . . . . . . . . . . . . . . . . . . . . . . . . . . . . . . . . . . . . . . . . . . . . . . . . . . . . . . . . . . . . . . . . . . . . . . . . . . . . . . . . . . . . . . . . . . . . . . . . . . . . . . . . . . . . . . . . . . . . . . . . . . . . . . . . . . . . . . . . . . . . . . . . . . . . . . . . . . . . . . . . . . . . . . . . . . . . . . . . . . . . . . . . . . . . . . . . . . . . . . . . . . . . . . . . . . . . . . . . . . . . . . . . . . . . . . . . . . . . . . . . . . . . . . . . . . . . . . . . . . . . . . . . . . . . . . . . . . . . . . . . . . . . . . . . . . . . . . . . . . . . . . . . . . . . . . . . . . . . . . . . . . . . . . . . . . . . . . . . . . . . . . .	[198, 952, 2451, 963]
dot-leader: . . . . . . . . . . . . . . . . . . . . . . . . . . . . . . . . . . . . . . . . . . . . . . . . . . . . . . . . . . . . . . . . . . . . . . . . . . . . . . . . . . . . . . . . . . . . . . . . . . . . . . . . . . . . . . . . . . . . . . . . . . . . . . . . . . . . . . . . . . . . . . . . . . . . . . . . . . . . . . . . . . . . . . . . . . . . . . . . . . . . . . . . . . . . . . . . . . . . . . . . . . . . . . . . . . . . . . . . . . . . . . . . . . . . . . . . . . . . . . . . . . . . . . . . . . . . . . . . . . . . . . . . . . . . . . . . . . . . . . . . . . . . . . . . . . . . . . . . . . . . . . . . . . . . . . . . . . . . . . . . . . . . . . . . . . . . . . . . . . . . . . . . . . . . . . . . . . . . . . . . . . . . . . . . . . . . . . . . . . . . . . . . . . . . . . . . . . . . . . . .	[236, 396, 2061, 405]
dot-leader: . . . . . . . . . . . . . . . . . . . . . . . . . . . . . . . . . . . . . . . . . . . . . . . . . . . . . . . . . . . . . . . . . . . . . . . . . . . . . . . . . . . . . . . . . . . . . . . . . . . . . . . . . . . . . . . . . . . . . . . . . . . . . . . . . . . . . . . . . . . . . . . . . . . . . . . . . . . . . . . . . . . . . . . . . . . . . . . . . . . . . . . . . . . . . . . . . . . . . . . . . . . . . . . . . . . . . . . . . . . . . . . . . . . . . . . . . . . . . . . . . . . . . . . . . . . . . . . . . . . . . . . . . . . . . . . . . . . . . . . . . . . . . . . . . . . . . . . . . . . . . . . . . . . . . . . . . . . . . . . . . . . . . . . . . . . . . . . . . . . . . . . . . . . . . . . . . . . . . . . . . . . . . . . . . . . . . . . . . . . . . . . . . . . . . . . . . . . . . . . .	[295, 482, 2121, 491]
footer	[573, 1064, 715, 1081]
dot-leader: . . . . . . . . . . . . . . . . . . . . . . . . . . . . . . . . . . . . . . . . . . . . . . . . . . . . . . . . . . . . . . . . . . . . . . . . . . . . . . . . . . . . . . . . . . . . . . . . . . . . . . . . . . . . . . . . . . . . . . . . . . . . . . . . . . . . . . . . . . . . . . . . . . . . . . . . . . . . . . . . . . . . . . . . . . . . . . . . . . . . . . . . . . . . . . . . . . . . . . . . . . . . . . . . . . . . . . . . . . . . . . . . . . . . . . . . . . . . . . . . . . . . . . . . . . . . . . . . . . . . . . . . . . . . . . . . . . . . . . . . . . . . . . . . . . . . . . . . . . . . . . . . . . . . . . . . . . . . . . . . . . . . . . . . . . . . . . . . . . . . . . . . . . . . . . . . . . . . . . . . . . . . . . . . . . . . . . . . . . . . . . . . . . . . . . . . . . . . . . . .	[201, 718, 2026, 726]
toc-entry-page: 33	[2072, 671, 2086, 685]
toc-entry-page: 31	[2562, 606, 2576, 620]
page-number: 1	[707, 1064, 715, 1080]
toc-entry-page: 12	[2442, 328, 2457, 342]
toc-entry[interactable]	[91, 303, 2437, 324]
toc-entry-page: 13	[2444, 349, 2458, 363]
dot-leader: . . . . . . . . . . . . . . . . . . . . . . . . . . . . . . . . . . . . . . . . . . . . . . . . . . . . . . . . . . . . . . . . . . . . . . . . . . . . . . . . . . . . . . . . . . . . . . . . . . . . . . . . . . . . . . . . . . . . . . . . . . . . . . . . . . . . . . . . . . . . . . . . . . . . . . . . . . . . . . . . . . . . . . . . . . . . . . . . . . . . . . . . . . . . . . . . . . . . . . . . . . . . . . . . . . . . . . . . . . . . . . . . . . . . . . . . . . . . . . . . . . . . . . . . . . . . . . . . . . . . . . . . . . . . . . . . . . . . . . . . . . . . . . . . . . . . . . . . . . . . . . . . . . . . . . . . . . . . . . . . . . . . . . . . . . . . . . . . . . . . . . . . . . . . . . . . . . . . . . . . . . . . . . . . . . . . . . . . . . . . . . . . . . . . . . . . . . . . . . . .	[217, 737, 2470, 748]
dot-leader: . . . . . . . . . . . . . . . . . . . . . . . . . . . . . . . . . . . . . . . . . . . . . . . . . . . . . . . . . . . . . . . . . . . . . . . . . . . . . . . . . . . . . . . . . . . . . . . . . . . . . . . . . . . . . . . . . . . . . . . . . . . . . . . . . . . . . . . . . . . . . . . . . . . . . . . . . . . . . . . . . . . . . . . . . . . . . . . . . . . . . . . . . . . . . . . . . . . . . . . . . . . . . . . . . . . . . . . . . . . . . . . . . . . . . . . . . . . . . . . . . . . . . . . . . . . . . . . . . . . . . . . . . . . . . . . . . . . . . . . . . . . . . . . . . . . . . . . . . . . . . . . . . . . . . . . . . . . . . . . . . . . . . . . . . . . . . . . . . . . . . . . . . . . . . . . . . . . . . . . . . . . . . . . . . . . . . . . . . . . . . . . . . . . . . . . . . . . . . . . .	[141, 823, 2394, 834]
dot-leader: . . . . . . . . . . . . . . . . . . . . . . . . . . . . . . . . . . . . . . . . . . . . . . . . . . . . . . . . . . . . . . . . . . . . . . . . . . . . . . . . . . . . . . . . . . . . . . . . . . . . . . . . . . . . . . . . . . . . . . . . . . . . . . . . . . . . . . . . . . . . . . . . . . . . . . . . . . . . . . . . . . . . . . . . . . . . . . . . . . . . . . . . . . . . . . . . . . . . . . . . . . . . . . . . . . . . . . . . . . . . . . . . . . . . . . . . . . . . . . . . . . . . . . . . . . . . . . . . . . . . . . . . . . . . . . . . . . . . . . . . . . . . . . . . . . . . . . . . . . . . . . . . . . . . . . . . . . . . . . . . . . . . . . . . . . . . . . . . . . . . . . . . . . . . . . . . . . . . . . . . . . . . . . . . . . . . . . . . . . . . . . . . . . . . . . . . . . . . . . . .	[212, 246, 2038, 254]
toc-subentry[interactable]	[91, 259, 2074, 281]
toc-entry-label: PICTURE (TV)	[91, 778, 172, 793]
toc-entry-page: 39	[2433, 778, 2447, 793]
toc-entry-label: TIME	[91, 885, 120, 900]
toc-entry-label: Watching TV	[91, 520, 165, 534]
toc-entry-label: Back Panel and Ports	[113, 263, 228, 277]
